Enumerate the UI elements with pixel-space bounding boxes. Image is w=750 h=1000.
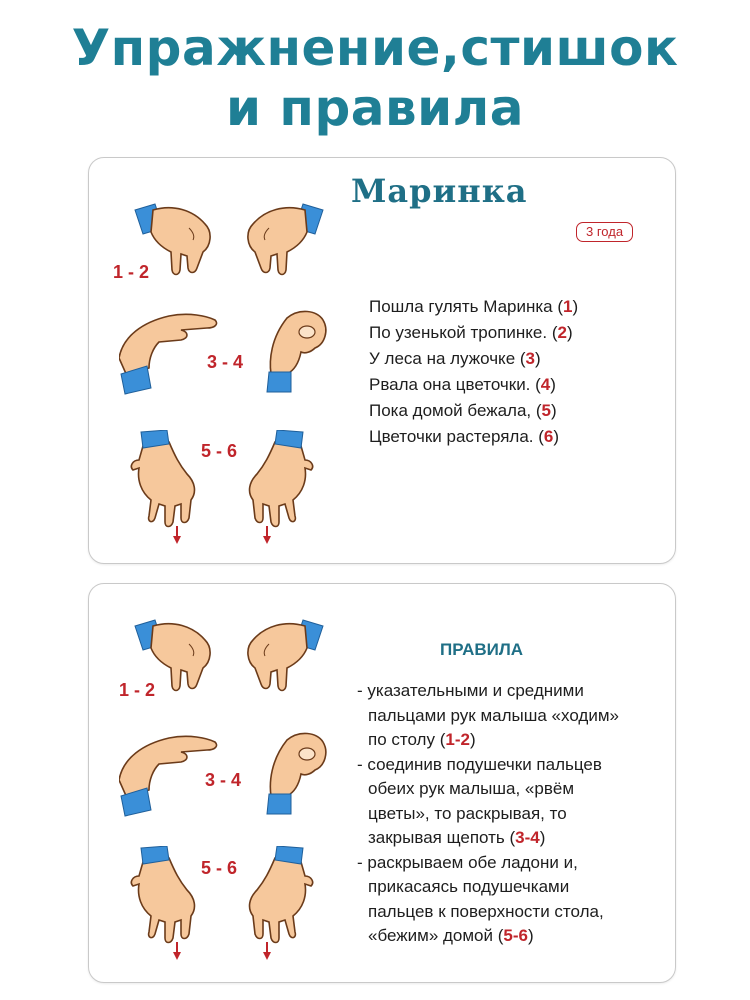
poem-line: Цветочки растеряла. (6): [369, 427, 560, 446]
spread-hand-left-icon: [129, 430, 209, 548]
rules-title: ПРАВИЛА: [440, 640, 524, 659]
page-title: [0, 18, 750, 138]
poem-card: [88, 157, 676, 564]
poem-line: По узенькой тропинке. (2): [369, 323, 573, 342]
pinch-hand-icon: [265, 308, 335, 398]
page-title-line2: и правила: [225, 79, 525, 137]
rule-item: - указательными и средними пальцами рук малыша «ходим» по столу (1-2): [357, 681, 619, 749]
rule-item: - раскрываем обе ладони и, прикасаясь подушечками пальцев к поверхности стола, «бежим» домой (5-6): [357, 852, 604, 945]
open-hand-icon: [119, 730, 219, 820]
step-label-1-2: 1 - 2: [113, 262, 150, 282]
rules-list: [357, 679, 619, 949]
age-badge: 3 года: [576, 222, 633, 242]
spread-hand-right-icon: [235, 430, 315, 548]
poem-line: Рвала она цветочки. (4): [369, 375, 556, 394]
step-label-5-6: 5 - 6: [201, 441, 238, 461]
step-label-3-4: 3 - 4: [207, 352, 244, 372]
spread-hand-right-icon: [235, 846, 315, 964]
poem-title: Маринка: [351, 172, 528, 210]
poem-line: У леса на лужочке (3): [369, 349, 541, 368]
open-hand-icon: [119, 308, 219, 398]
spread-hand-left-icon: [129, 846, 209, 964]
walking-hand-right-icon: [235, 202, 325, 282]
poem-lines: [369, 294, 578, 450]
page-title-line1: Упражнение,стишок: [71, 19, 679, 77]
rule-item: - соединив подушечки пальцев обеих рук малыша, «рвём цветы», то раскрывая, то закрывая щепоть (3-4): [357, 754, 602, 847]
poem-line: Пошла гулять Маринка (1): [369, 297, 579, 316]
poem-line: Пока домой бежала, (5): [369, 401, 557, 420]
step-label-1-2: 1 - 2: [119, 680, 156, 700]
rules-card: [88, 583, 676, 983]
step-label-3-4: 3 - 4: [205, 770, 242, 790]
pinch-hand-icon: [265, 730, 335, 820]
walking-hand-right-icon: [235, 618, 325, 698]
step-label-5-6: 5 - 6: [201, 858, 238, 878]
